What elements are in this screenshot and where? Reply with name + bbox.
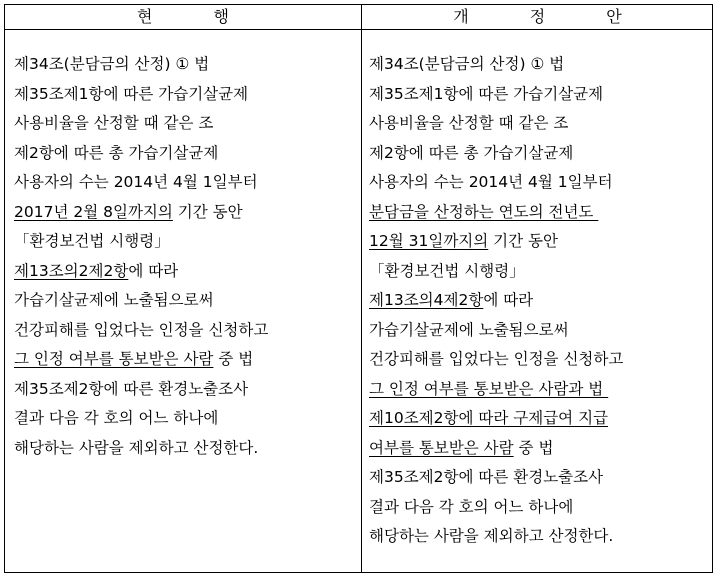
- amended-text: 제13조의4제2항: [369, 291, 484, 309]
- line-text: 기간 동안: [172, 202, 243, 221]
- line-text: 해당하는 사람을 제외하고 산정한다.: [369, 527, 614, 545]
- text-line: [369, 50, 713, 80]
- text-line: [14, 434, 358, 464]
- text-line: [369, 375, 713, 405]
- text-line: [14, 50, 358, 80]
- line-text: 「환경보건법 시행령」: [14, 232, 170, 250]
- text-line: [369, 109, 713, 139]
- text-line: [369, 139, 713, 169]
- line-text: 에 따라: [128, 261, 179, 280]
- text-line: [14, 168, 358, 198]
- line-text: 가습기살균제에 노출됨으로써: [14, 291, 214, 309]
- text-line: [14, 198, 358, 228]
- column-header-current: 현 행: [137, 7, 257, 26]
- comparison-table: [4, 4, 713, 573]
- line-text: 에 따라: [483, 291, 534, 309]
- line-text: 제2항에 따른 총 가습기살균제: [369, 143, 574, 162]
- column-header-revised: 개 정 안: [453, 7, 650, 26]
- line-text: 제35조제1항에 따른 가습기살균제: [14, 84, 249, 103]
- text-line: [369, 80, 713, 110]
- line-text: 사용자의 수는 2014년 4월 1일부터: [369, 173, 613, 191]
- line-text: 중 법: [213, 350, 254, 368]
- line-text: 결과 다음 각 호의 어느 하나에: [369, 497, 574, 516]
- text-line: [369, 198, 713, 228]
- line-text: 사용자의 수는 2014년 4월 1일부터: [14, 173, 258, 191]
- text-line: [14, 316, 358, 346]
- text-line: [14, 286, 358, 316]
- amended-text: 12월 31일까지의: [369, 232, 489, 250]
- line-text: 「환경보건법 시행령」: [369, 261, 525, 280]
- line-text: 기간 동안: [488, 232, 558, 250]
- text-line: [14, 375, 358, 405]
- line-text: 제34조(분담금의 산정) ① 법: [369, 55, 565, 73]
- line-text: 건강피해를 입었다는 인정을 신청하고: [14, 320, 269, 339]
- amended-text: 제10조제2항에 따라 구제급여 지급: [369, 409, 609, 427]
- text-line: [14, 227, 358, 257]
- text-line: [14, 257, 358, 287]
- text-line: [14, 109, 358, 139]
- text-line: [369, 493, 713, 523]
- line-text: 결과 다음 각 호의 어느 하나에: [14, 409, 219, 427]
- text-line: [369, 522, 713, 552]
- text-line: [369, 316, 713, 346]
- amended-text: 그 인정 여부를 통보받은 사람과 법: [369, 379, 609, 398]
- amended-text: 그 인정 여부를 통보받은 사람: [14, 350, 214, 368]
- line-text: 사용비율을 산정할 때 같은 조: [369, 114, 569, 132]
- amended-text: 분담금을 산정하는 연도의 전년도: [369, 202, 599, 221]
- text-line: [369, 463, 713, 493]
- text-line: [369, 345, 713, 375]
- text-line: [369, 286, 713, 316]
- line-text: 제2항에 따른 총 가습기살균제: [14, 143, 219, 162]
- text-line: [14, 404, 358, 434]
- text-line: [14, 80, 358, 110]
- line-text: 건강피해를 입었다는 인정을 신청하고: [369, 350, 624, 368]
- header-divider: [5, 29, 712, 30]
- line-text: 제35조제2항에 따른 환경노출조사: [14, 379, 249, 398]
- line-text: 중 법: [513, 438, 554, 457]
- current-text-column: [14, 50, 358, 463]
- line-text: 제35조제2항에 따른 환경노출조사: [369, 468, 604, 486]
- line-text: 제35조제1항에 따른 가습기살균제: [369, 84, 604, 103]
- amended-text: 여부를 통보받은 사람: [369, 438, 514, 457]
- text-line: [14, 345, 358, 375]
- text-line: [369, 257, 713, 287]
- line-text: 제34조(분담금의 산정) ① 법: [14, 55, 210, 73]
- text-line: [369, 404, 713, 434]
- text-line: [369, 168, 713, 198]
- amended-text: 2017년 2월 8일까지의: [14, 202, 173, 221]
- line-text: 사용비율을 산정할 때 같은 조: [14, 114, 214, 132]
- text-line: [369, 434, 713, 464]
- line-text: 가습기살균제에 노출됨으로써: [369, 320, 569, 339]
- text-line: [369, 227, 713, 257]
- column-divider: [361, 5, 362, 572]
- revised-text-column: [369, 50, 713, 552]
- text-line: [14, 139, 358, 169]
- line-text: 해당하는 사람을 제외하고 산정한다.: [14, 438, 259, 457]
- amended-text: 제13조의2제2항: [14, 261, 129, 280]
